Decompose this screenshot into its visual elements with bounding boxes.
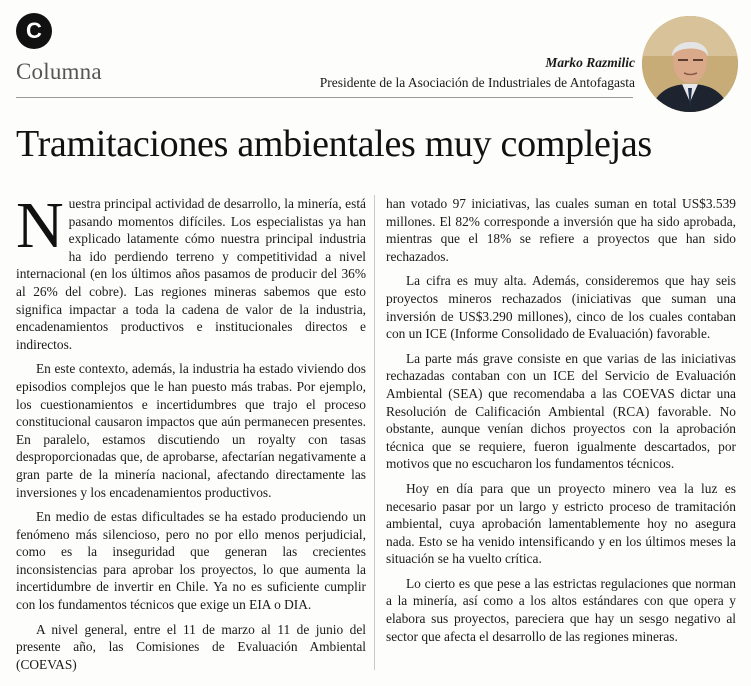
- author-name: Marko Razmilic: [545, 55, 635, 70]
- header-divider: [16, 97, 633, 98]
- paragraph: La cifra es muy alta. Además, consideremos que hay seis proyectos mineros rechazados (iniciativas que suman una inversión de US$3.290 millones), cinco de los cuales contaban con un ICE (Informe Consolidado de Evaluación) favorable.: [386, 273, 736, 342]
- paragraph: En medio de estas dificultades se ha estado produciendo un fenómeno más silencioso, pero no por ello menos perjudicial, como es la inseguridad que generan las crecientes inconsistencias para aprobar los proyectos, lo que aumenta la incertidumbre de invertir en Chile. Ya no es suficiente cumplir con los fundamentos técnicos que exige un EIA o DIA.: [16, 509, 366, 613]
- paragraph-text: uestra principal actividad de desarrollo, la minería, está pasando momentos difíciles. Los especialistas ya han explicado latamente cómo nuestra principal industria ha ido perdiendo terreno y competitividad a nivel internacional (en los últimos años pasamos de producir del 36% al 26% del cobre). Las regiones mineras sabemos que esto significa impactar a toda la cadena de valor de la industria, encadenamientos productivos e institucionales directos e indirectos.: [16, 196, 366, 352]
- paragraph: Hoy en día para que un proyecto minero vea la luz es necesario pasar por un largo y estricto proceso de tramitación ambiental, cuya aprobación lamentablemente hoy no asegura nada. Esto se ha venido intensificando y en los últimos meses la situación se ha vuelto crítica.: [386, 480, 736, 567]
- paragraph: [16, 189, 366, 353]
- author-photo: [642, 16, 738, 112]
- drop-cap: N: [16, 189, 64, 262]
- article-column-left: [16, 189, 366, 675]
- paragraph: A nivel general, entre el 11 de marzo al 11 de junio del presente año, las Comisiones de Evaluación Ambiental (COEVAS): [16, 621, 366, 672]
- column-badge: C: [16, 13, 52, 49]
- article-column-right: [386, 195, 736, 675]
- paragraph: En este contexto, además, la industria ha estado viviendo dos episodios complejos que le han puesto más trabas. Por ejemplo, los cuestionamientos e incertidumbres que trajo el proceso constitucional causaron impactos que aún permanecen presentes. En paralelo, estamos discutiendo un royalty con tasas desproporcionadas que, de aprobarse, afectarían negativamente a gran parte de la minería nacional, afectando directamente las inversiones y los encadenamientos productivos.: [16, 361, 366, 500]
- paragraph: La parte más grave consiste en que varias de las iniciativas rechazadas contaban con un ICE del Servicio de Evaluación Ambiental (SEA) que recomendaba a las COEVAS dictar una Resolución de Calificación Ambiental (RCA) favorable. No obstante, aunque venían dichos proyectos con la aprobación técnica que se requiere, fueron igualmente descartados, por motivos que no escucharon los fundamentos técnicos.: [386, 350, 736, 472]
- section-label: Columna: [16, 59, 102, 84]
- author-role: Presidente de la Asociación de Industriales de Antofagasta: [319, 75, 635, 90]
- article-body: [16, 189, 736, 675]
- paragraph: Lo cierto es que pese a las estrictas regulaciones que norman a la minería, así como a los altos estándares con que opera y elabora sus proyectos, pareciera que hay un sesgo negativo al sector que afecta el desarrollo de las regiones mineras.: [386, 575, 736, 644]
- paragraph: han votado 97 iniciativas, las cuales suman en total US$3.539 millones. El 82% corresponde a inversión que ha sido aprobada, mientras que el 18% se refiere a proyectos que han sido rechazados.: [386, 196, 736, 264]
- article-title: Tramitaciones ambientales muy complejas: [16, 123, 652, 165]
